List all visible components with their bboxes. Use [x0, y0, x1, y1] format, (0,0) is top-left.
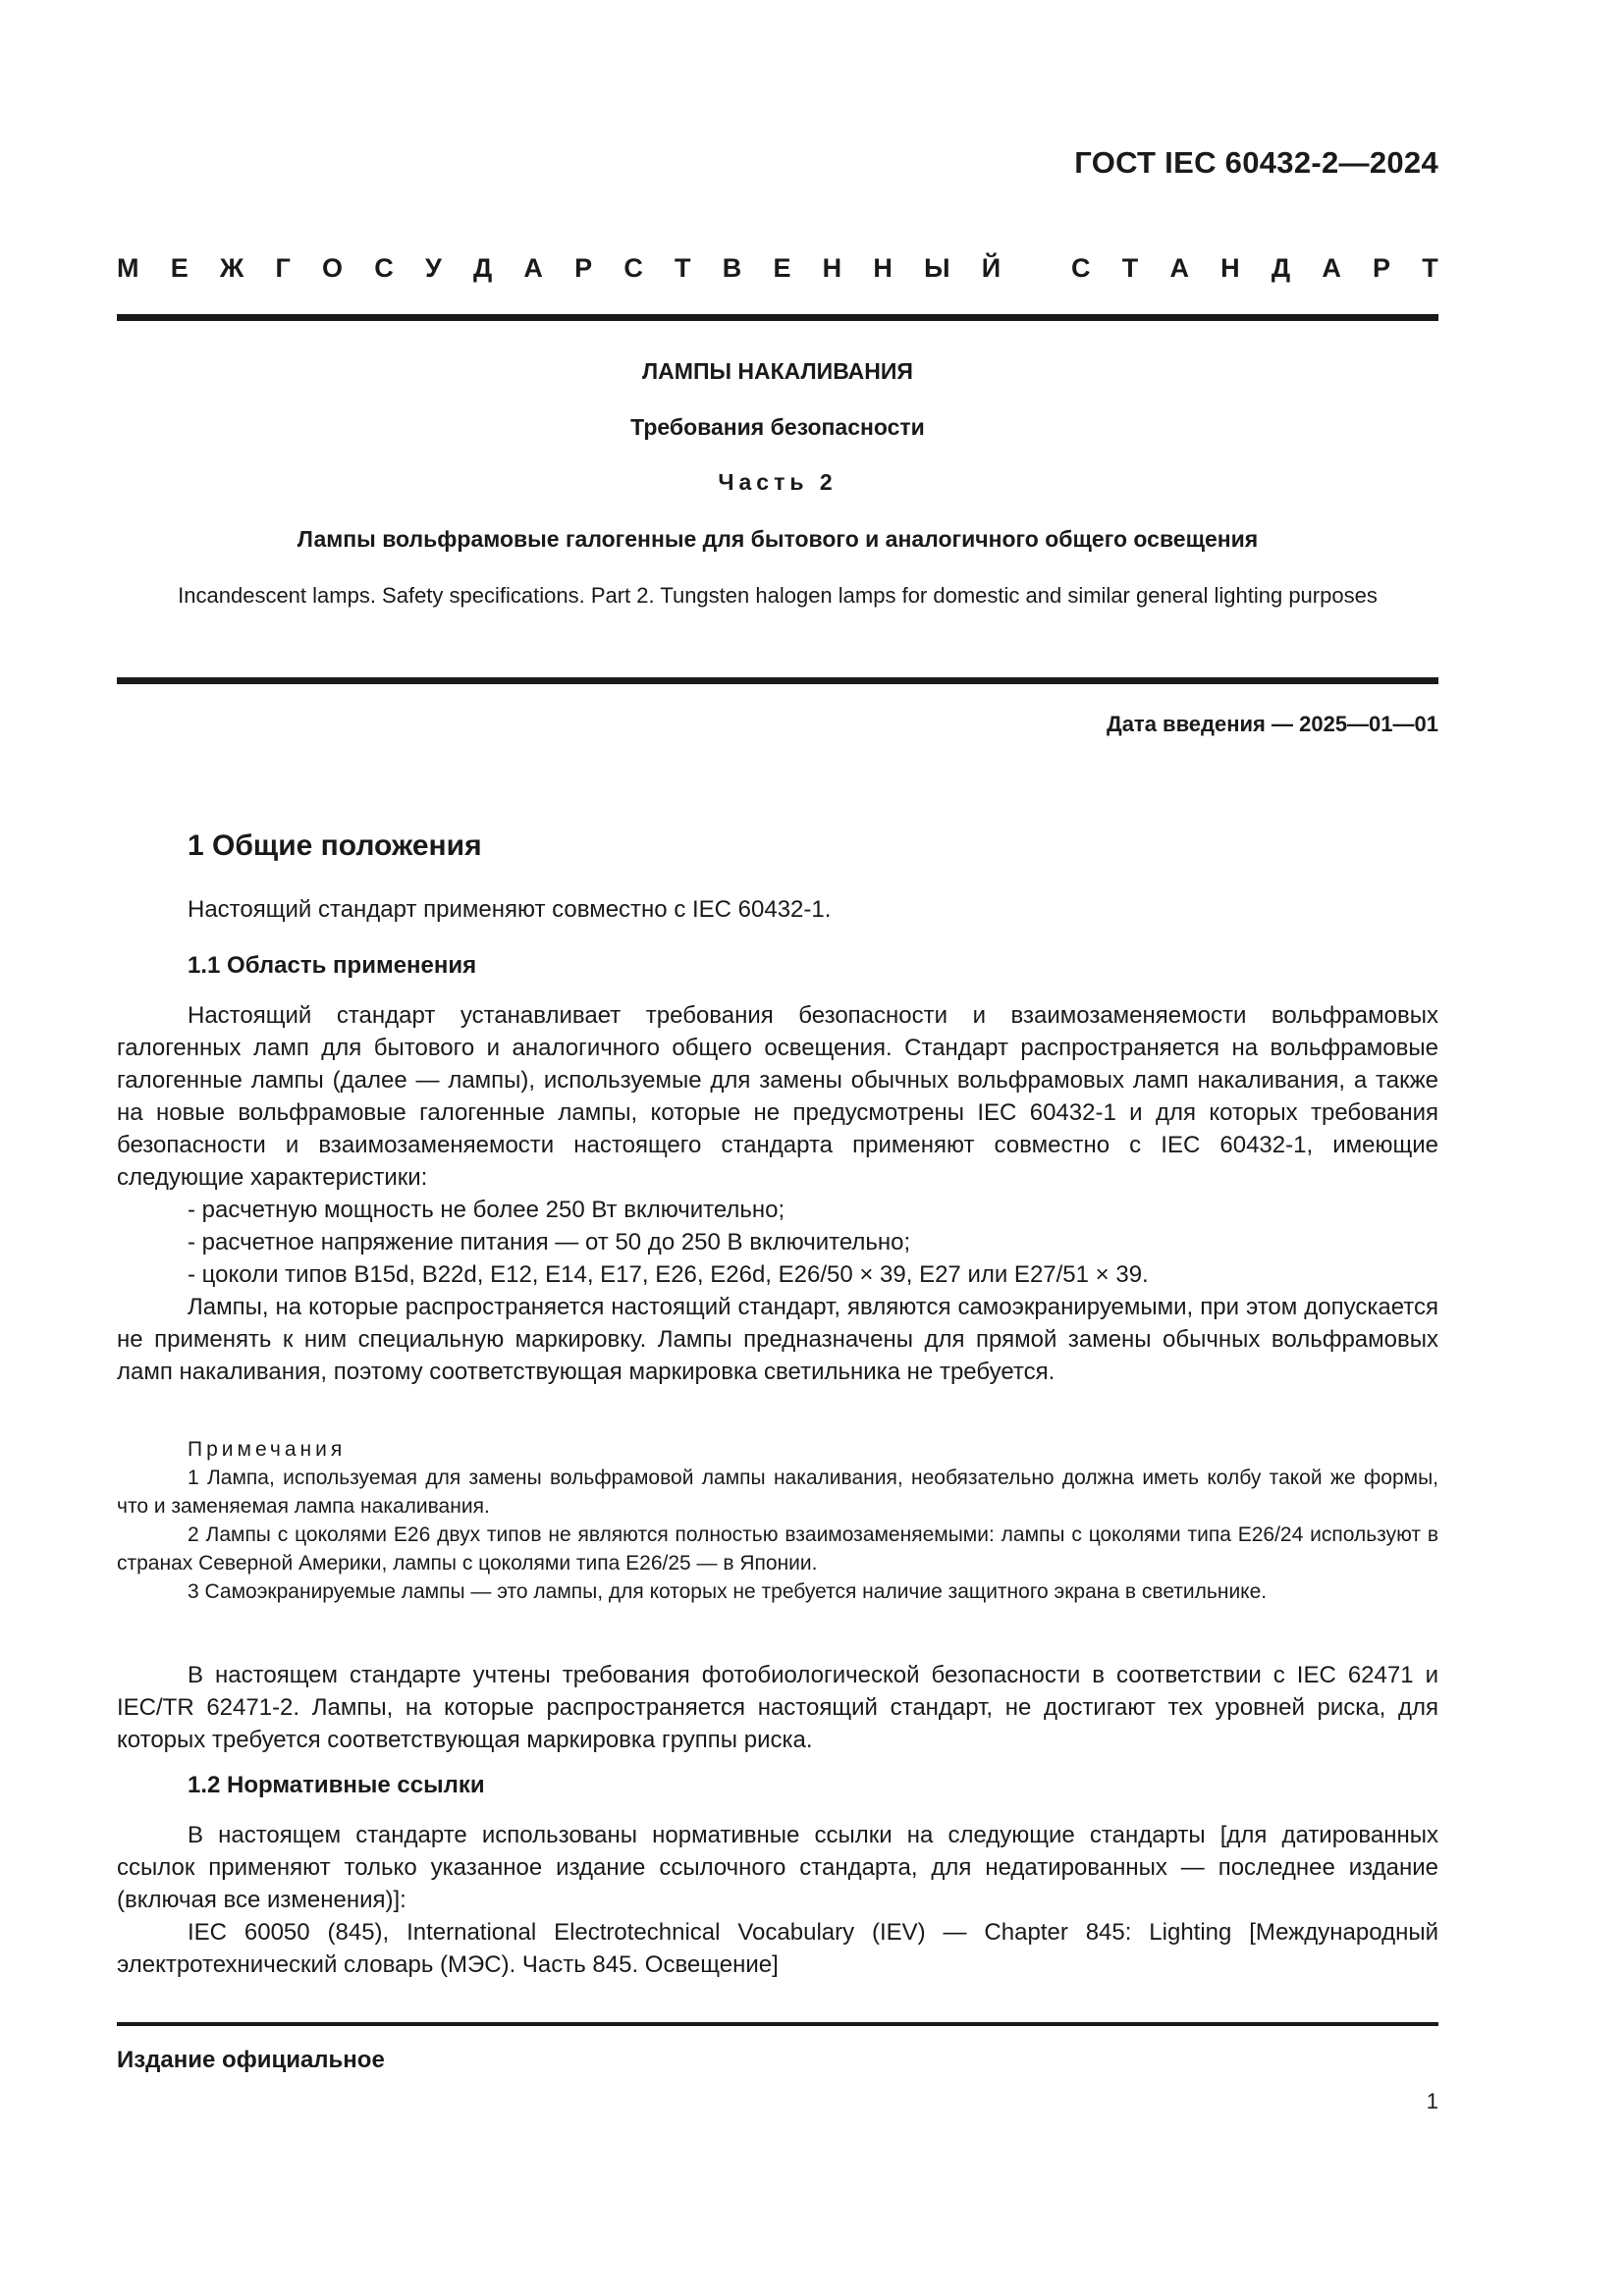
title-main: ЛАМПЫ НАКАЛИВАНИЯ — [642, 358, 913, 384]
heading-letter: М — [117, 253, 139, 283]
list-item: - расчетную мощность не более 250 Вт включительно; — [188, 1197, 785, 1223]
heading-gap — [1032, 253, 1040, 284]
footer-rule — [117, 2022, 1438, 2026]
title-bottom-rule — [117, 677, 1438, 684]
heading-letter: С — [623, 253, 643, 283]
heading-letter: Н — [1220, 253, 1240, 283]
introduction-date: Дата введения — 2025—01—01 — [1107, 712, 1438, 736]
heading-letter: У — [424, 253, 442, 283]
interstate-standard-heading — [117, 253, 1438, 284]
subsection-heading: 1.2 Нормативные ссылки — [188, 1772, 485, 1798]
heading-letter: Д — [1271, 253, 1291, 283]
heading-letter: Ы — [924, 253, 950, 283]
heading-letter: Д — [472, 253, 493, 283]
title-subject: Лампы вольфрамовые галогенные для бытового и аналогичного общего освещения — [297, 526, 1259, 552]
document-page — [117, 0, 1438, 2296]
heading-letter: Н — [822, 253, 842, 283]
heading-letter: В — [722, 253, 742, 283]
title-sub: Требования безопасности — [630, 414, 925, 440]
heading-letter: Н — [873, 253, 893, 283]
heading-letter: А — [1322, 253, 1341, 283]
heading-letter: Е — [773, 253, 791, 283]
title-part: Часть 2 — [718, 469, 838, 495]
photobiological-paragraph: В настоящем стандарте учтены требования фотобиологической безопасности в соответствии с IEC 62471 и IEC/TR 62471-2. Лампы, на которые распространяется настоящий стандарт, не достигают тех уровней риска, для которых требуется соответствующая маркировка группы риска. — [117, 1662, 1438, 1753]
note-item: 3 Самоэкранируемые лампы — это лампы, для которых не требуется наличие защитного экрана в светильнике. — [188, 1580, 1268, 1603]
document-number: ГОСТ IEC 60432-2—2024 — [1074, 145, 1438, 180]
photobiological-body — [117, 1659, 1438, 1756]
note-item: 1 Лампа, используемая для замены вольфрамовой лампы накаливания, необязательно должна иметь колбу такой же формы, что и заменяемая лампа накаливания. — [117, 1467, 1438, 1518]
heading-letter: Р — [1373, 253, 1391, 283]
top-rule — [117, 314, 1438, 321]
heading-letter: Г — [275, 253, 291, 283]
page-number: 1 — [1426, 2089, 1438, 2113]
normative-body — [117, 1819, 1438, 1981]
heading-letter: А — [523, 253, 543, 283]
subsection-heading: 1.1 Область применения — [188, 952, 477, 979]
heading-letter: С — [374, 253, 394, 283]
heading-letter: О — [322, 253, 344, 283]
list-item: - цоколи типов B15d, B22d, E12, E14, E17, E26, E26d, E26/50 × 39, E27 или E27/51 × 39. — [188, 1261, 1149, 1288]
note-item: 2 Лампы с цоколями E26 двух типов не являются полностью взаимозаменяемыми: лампы с цоколями типа E26/24 используют в странах Северной Америки, лампы с цоколями типа E26/25 — в Японии. — [117, 1523, 1438, 1575]
title-english: Incandescent lamps. Safety specifications. Part 2. Tungsten halogen lamps for domestic and similar general lighting purposes — [178, 583, 1378, 608]
normative-reference: IEC 60050 (845), International Electrotechnical Vocabulary (IEV) — Chapter 845: Lighting [Международный электротехнический словарь (МЭС). Часть 845. Освещение] — [117, 1919, 1438, 1978]
scope-paragraph: Настоящий стандарт устанавливает требования безопасности и взаимозаменяемости вольфрамовых галогенных ламп для бытового и аналогичного общего освещения. Стандарт распространяется на вольфрамовые галогенные лампы (далее — лампы), используемые для замены обычных вольфрамовых ламп накаливания, а также на новые вольфрамовые галогенные лампы, которые не предусмотрены IEC 60432-1 и для которых требования безопасности и взаимозаменяемости настоящего стандарта применяют совместно с IEC 60432-1, имеющие следующие характеристики: — [117, 1002, 1438, 1191]
heading-letter: Т — [675, 253, 691, 283]
official-edition-label: Издание официальное — [117, 2047, 385, 2073]
heading-letter: Р — [574, 253, 593, 283]
notes-block — [117, 1435, 1438, 1606]
heading-letter: С — [1071, 253, 1091, 283]
heading-letter: А — [1169, 253, 1189, 283]
section-heading: 1 Общие положения — [188, 829, 482, 862]
heading-letter: Т — [1422, 253, 1438, 283]
normative-paragraph: В настоящем стандарте использованы нормативные ссылки на следующие стандарты [для датированных ссылок применяют только указанное издание ссылочного стандарта, для недатированных — последнее издание (включая все изменения)]: — [117, 1822, 1438, 1913]
scope-paragraph: Лампы, на которые распространяется настоящий стандарт, являются самоэкранируемыми, при этом допускается не применять к ним специальную маркировку. Лампы предназначены для прямой замены обычных вольфрамовых ламп накаливания, поэтому соответствующая маркировка светильника не требуется. — [117, 1294, 1438, 1385]
section-text: Настоящий стандарт применяют совместно с IEC 60432-1. — [188, 896, 832, 923]
notes-title: Примечания — [188, 1438, 347, 1461]
heading-letter: Т — [1121, 253, 1139, 283]
heading-letter: Й — [981, 253, 1001, 283]
scope-body — [117, 999, 1438, 1388]
heading-letter: Ж — [219, 253, 244, 283]
list-item: - расчетное напряжение питания — от 50 до 250 В включительно; — [188, 1229, 911, 1255]
heading-letter: Е — [170, 253, 189, 283]
